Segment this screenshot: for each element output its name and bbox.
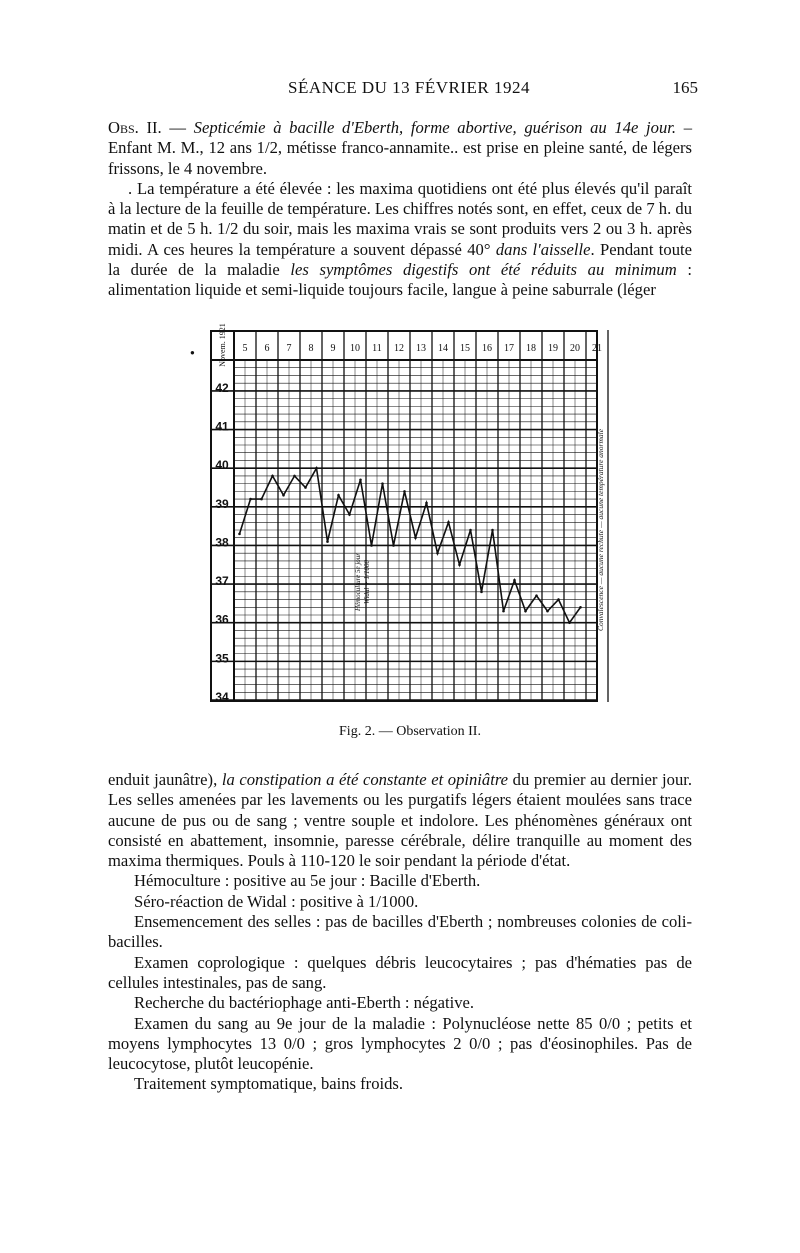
hemoculture-line: Hémoculture : positive au 5e jour : Bacille d'Eberth. [134,871,481,891]
obs-title: Septicémie à bacille d'Eberth, forme abortive, guérison au 14e jour. [193,118,677,137]
temperature-point [535,594,538,597]
temperature-point [513,579,516,582]
annotation-convalescence: Convalescence — aucune rechute — aucune température anormale [596,428,605,632]
temperature-point [491,529,494,532]
bottom-p1-b: la constipation a été constante et opiniâtre [221,770,509,789]
caption-fig: Fig. 2. [339,724,376,739]
temperature-point [315,467,318,470]
y-tick-36: 36 [215,612,229,627]
annotation-widal: Widal + 1/1000 [363,559,371,605]
stool-culture-line: Ensemencement des selles : pas de bacilles d'Eberth ; nombreuses colonies de coli-bacilles. [108,912,692,952]
day-label-9: 9 [330,343,336,354]
y-tick-42: 42 [215,380,229,395]
day-label-8: 8 [308,343,314,354]
y-tick-34: 34 [215,690,229,704]
temperature-point [458,563,461,566]
temperature-point [546,610,549,613]
temperature-point [480,591,483,594]
temperature-point [524,610,527,613]
y-tick-40: 40 [215,458,229,473]
margin-dot: ● [190,348,195,357]
day-label-19: 19 [548,343,558,354]
day-label-14: 14 [438,343,448,354]
observation-text-top [108,118,692,301]
running-title: SÉANCE DU 13 FÉVRIER 1924 [288,78,531,97]
temperature-point [502,610,505,613]
y-tick-39: 39 [215,496,229,511]
temperature-point [238,533,241,536]
day-label-11: 11 [372,343,382,354]
temp-paragraph-a: . La température a été élevée : les maxima quotidiens ont été plus élevés qu'il paraît à la lecture de la feuille de température. Les chiffres notés sont, en effet, ceux de 7 h. du matin et de 5 h. 1/2 du soir, mais les maxima vrais se sont produits vers 2 ou 3 h. après midi. A ces heures la température a souvent dépassé 40° [108,178,692,259]
page-number: 165 [672,78,698,97]
running-header [108,78,698,102]
obs-sep: – [676,118,692,137]
temperature-point [326,540,329,543]
caption-text: Observation II. [396,724,481,739]
temperature-point [469,529,472,532]
temperature-chart [210,323,605,704]
temperature-point [557,598,560,601]
temperature-point [304,486,307,489]
day-label-13: 13 [416,343,426,354]
day-label-21: 21 [592,343,602,354]
caption-dash: — [375,724,397,739]
temperature-point [414,536,417,539]
temp-paragraph-e: : alimentation liquide et semi-liquide toujours facile, langue à peine saburrale (léger [108,260,692,300]
day-label-18: 18 [526,343,536,354]
temperature-point [425,502,428,505]
day-label-15: 15 [460,343,470,354]
temperature-point [447,521,450,524]
y-tick-35: 35 [215,651,229,666]
widal-line: Séro-réaction de Widal : positive à 1/1000. [134,891,419,911]
temperature-point [282,494,285,497]
day-label-17: 17 [504,343,514,354]
obs-patient: Enfant M. M., 12 ans 1/2, métisse franco-annamite.. est prise en pleine santé, de légers frissons, le 4 novembre. [108,138,692,178]
y-tick-41: 41 [215,419,229,434]
temperature-point [271,475,274,478]
temperature-point [579,606,582,609]
treatment-line: Traitement symptomatique, bains froids. [134,1074,404,1094]
day-label-6: 6 [264,343,270,354]
temperature-point [403,490,406,493]
temperature-point [337,494,340,497]
temperature-point [392,544,395,547]
temp-paragraph-d: les symptômes digestifs ont été réduits au minimum [290,260,677,280]
blood-exam-line: Examen du sang au 9e jour de la maladie : Polynucléose nette 85 0/0 ; petits et moyens lymphocytes 13 0/0 ; gros lymphocytes 2 0/0 ; pas d'éosinophiles. Pas de leucocytose, plutôt leucopénie. [108,1013,692,1074]
temp-paragraph-c: . Pendant toute la durée de la maladie [108,239,692,280]
temperature-point [370,544,373,547]
day-label-5: 5 [242,343,248,354]
temperature-point [348,513,351,516]
day-label-20: 20 [570,343,580,354]
temperature-point [568,621,571,624]
temperature-point [359,478,362,481]
bottom-p1-c: du premier au dernier jour. Les selles amenées par les lavements ou les purgatifs légers étaient moulées sans trace aucune de pus ou de sang ; ventre souple et indolore. Les phénomènes généraux ont consisté en abattement, insomnie, paresse cérébrale, délire tranquille au moment des maxima thermiques. Pouls à 110-120 le soir pendant la période d'état. [108,770,693,871]
month-label: Novem. 1921 [218,323,227,367]
day-label-10: 10 [350,343,360,354]
coprology-line: Examen coprologique : quelques débris leucocytaires ; pas d'hématies pas de cellules intestinales, pas de sang. [108,952,692,992]
temperature-point [260,498,263,501]
figure-caption [108,724,692,740]
y-tick-38: 38 [215,535,229,550]
chart-frame [211,331,597,701]
temp-paragraph-b: dans l'aisselle [495,239,591,259]
temperature-point [381,482,384,485]
bacteriophage-line: Recherche du bactériophage anti-Eberth : négative. [134,993,475,1013]
annotation-hemoculture: Hémoculture 5e jour [354,552,362,612]
temperature-point [293,475,296,478]
temperature-point [436,552,439,555]
bottom-p1-a: enduit jaunâtre), [108,770,222,789]
day-label-16: 16 [482,343,492,354]
obs-dash: — [161,118,194,137]
temperature-chart-svg [210,323,605,704]
day-label-7: 7 [286,343,292,354]
observation-text-bottom [108,770,692,1095]
obs-label: Obs. II. [108,118,162,137]
temperature-point [249,498,252,501]
y-tick-37: 37 [215,574,229,589]
day-label-12: 12 [394,343,404,354]
